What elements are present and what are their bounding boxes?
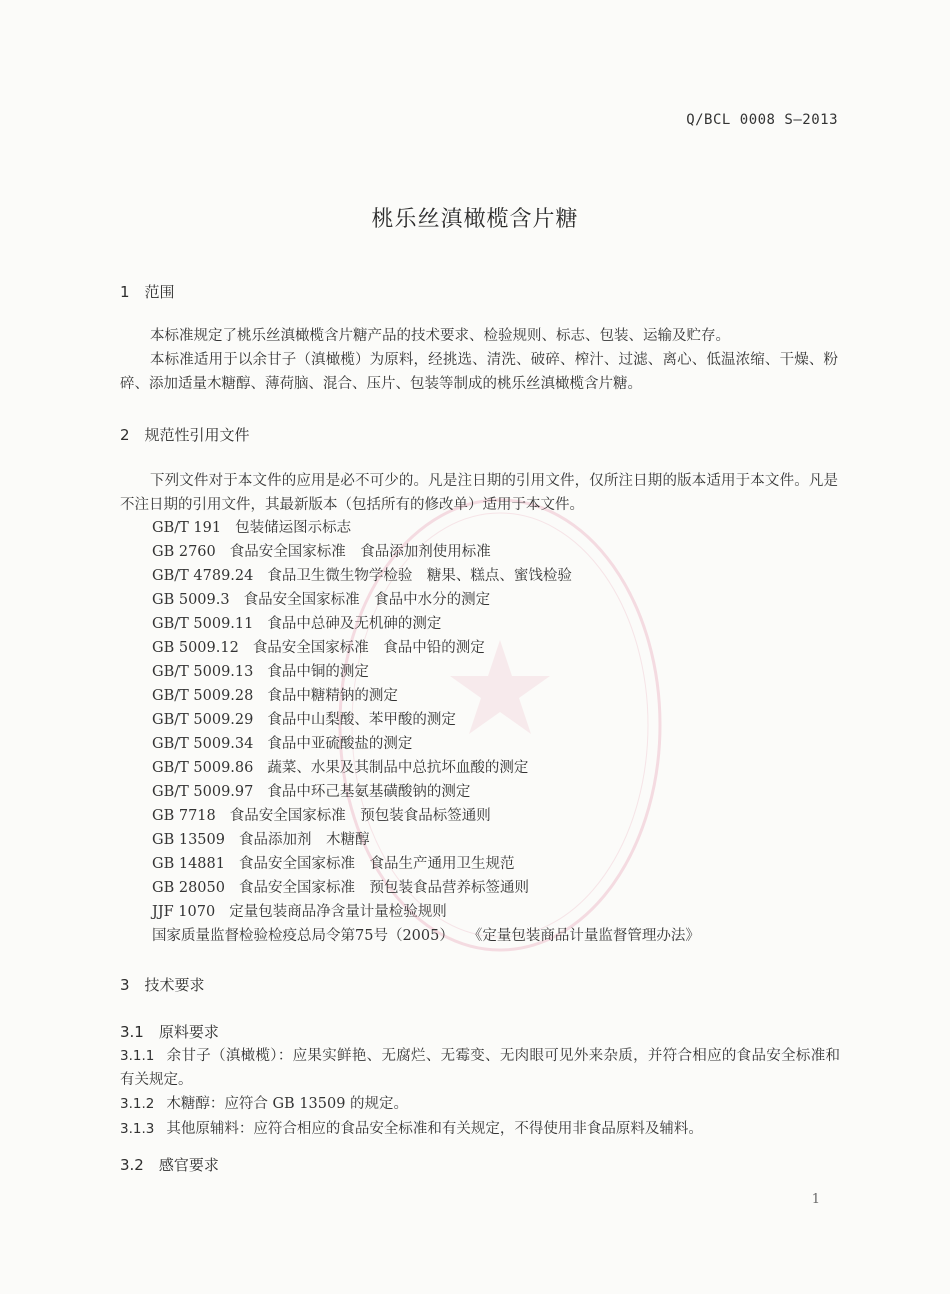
reference-title: 食品安全国家标准 食品添加剂使用标准 — [229, 544, 491, 560]
section-2-heading: 2 规范性引用文件 — [120, 426, 250, 444]
reference-item — [152, 684, 700, 708]
standard-code: Q/BCL 0008 S—2013 — [686, 112, 838, 128]
reference-item — [152, 588, 700, 612]
reference-item — [152, 540, 700, 564]
reference-title: 食品安全国家标准 食品生产通用卫生规范 — [238, 856, 515, 872]
reference-item — [152, 732, 700, 756]
reference-code: GB/T 191 — [152, 520, 222, 536]
reference-code: GB 14881 — [152, 856, 225, 872]
normative-references-list — [152, 516, 700, 948]
reference-code: 国家质量监督检验检疫总局令第75号（2005） — [152, 928, 454, 944]
reference-title: 食品安全国家标准 预包装食品标签通则 — [229, 808, 491, 824]
section-3-heading: 3 技术要求 — [120, 976, 205, 994]
reference-code: GB/T 5009.28 — [152, 688, 254, 704]
clause-number: 3.1.3 — [120, 1121, 155, 1137]
reference-item — [152, 708, 700, 732]
document-title: 桃乐丝滇橄榄含片糖 — [371, 207, 579, 232]
clause-number: 3.1.2 — [120, 1096, 155, 1112]
reference-title: 食品添加剂 木糖醇 — [238, 832, 370, 848]
reference-item — [152, 900, 700, 924]
reference-item — [152, 876, 700, 900]
reference-item — [152, 780, 700, 804]
section-2-intro: 下列文件对于本文件的应用是必不可少的。凡是注日期的引用文件，仅所注日期的版本适用于本文件。凡是不注日期的引用文件，其最新版本（包括所有的修改单）适用于本文件。 — [120, 473, 838, 513]
reference-code: GB 2760 — [152, 544, 216, 560]
reference-code: GB/T 5009.34 — [152, 736, 254, 752]
reference-code: JJF 1070 — [152, 904, 216, 920]
reference-item — [152, 756, 700, 780]
clause-number: 3.1.1 — [120, 1048, 155, 1064]
reference-title: 蔬菜、水果及其制品中总抗坏血酸的测定 — [267, 760, 529, 776]
reference-title: 食品中铜的测定 — [267, 664, 369, 680]
clause-3-1-3 — [120, 1117, 840, 1141]
reference-item — [152, 564, 700, 588]
section-1-para-2: 本标准适用于以余甘子（滇橄榄）为原料，经挑选、清洗、破碎、榨汁、过滤、离心、低温浓缩、干燥、粉碎、添加适量木糖醇、薄荷脑、混合、压片、包装等制成的桃乐丝滇橄榄含片糖。 — [120, 352, 838, 392]
reference-item — [152, 660, 700, 684]
clause-3-1-1 — [120, 1044, 840, 1092]
section-3-1-heading: 3.1 原料要求 — [120, 1023, 219, 1041]
reference-code: GB 7718 — [152, 808, 216, 824]
reference-item — [152, 804, 700, 828]
reference-title: 定量包装商品净含量计量检验规则 — [229, 904, 447, 920]
reference-title: 包装储运图示标志 — [235, 520, 352, 536]
reference-item — [152, 516, 700, 540]
reference-code: GB/T 5009.29 — [152, 712, 254, 728]
clause-text: 其他原辅料：应符合相应的食品安全标准和有关规定，不得使用非食品原料及辅料。 — [166, 1121, 703, 1137]
reference-title: 食品卫生微生物学检验 糖果、糕点、蜜饯检验 — [267, 568, 572, 584]
reference-title: 食品中亚硫酸盐的测定 — [267, 736, 413, 752]
reference-title: 食品安全国家标准 食品中水分的测定 — [243, 592, 491, 608]
reference-code: GB 5009.3 — [152, 592, 230, 608]
reference-item — [152, 924, 700, 948]
reference-item — [152, 612, 700, 636]
reference-title: 《定量包装商品计量监督管理办法》 — [467, 928, 700, 944]
section-3-2-heading: 3.2 感官要求 — [120, 1156, 219, 1174]
reference-code: GB 5009.12 — [152, 640, 239, 656]
clause-text: 余甘子（滇橄榄）：应果实鲜艳、无腐烂、无霉变、无肉眼可见外来杂质，并符合相应的食品安全标准和有关规定。 — [120, 1048, 840, 1088]
reference-title: 食品中总砷及无机砷的测定 — [267, 616, 442, 632]
reference-item — [152, 636, 700, 660]
reference-code: GB/T 5009.97 — [152, 784, 254, 800]
section-1-heading: 1 范围 — [120, 283, 175, 301]
page-number: 1 — [811, 1192, 820, 1207]
reference-code: GB/T 5009.11 — [152, 616, 254, 632]
reference-title: 食品安全国家标准 预包装食品营养标签通则 — [238, 880, 529, 896]
reference-code: GB 13509 — [152, 832, 225, 848]
reference-item — [152, 828, 700, 852]
reference-title: 食品中山梨酸、苯甲酸的测定 — [267, 712, 456, 728]
clause-3-1-2 — [120, 1092, 840, 1116]
reference-title: 食品中环己基氨基磺酸钠的测定 — [267, 784, 471, 800]
reference-code: GB/T 5009.13 — [152, 664, 254, 680]
reference-code: GB/T 4789.24 — [152, 568, 254, 584]
reference-code: GB/T 5009.86 — [152, 760, 254, 776]
reference-title: 食品中糖精钠的测定 — [267, 688, 398, 704]
reference-item — [152, 852, 700, 876]
reference-code: GB 28050 — [152, 880, 225, 896]
reference-title: 食品安全国家标准 食品中铅的测定 — [252, 640, 485, 656]
clause-text: 木糖醇：应符合 GB 13509 的规定。 — [166, 1096, 409, 1112]
section-1-para-1: 本标准规定了桃乐丝滇橄榄含片糖产品的技术要求、检验规则、标志、包装、运输及贮存。 — [150, 328, 730, 344]
